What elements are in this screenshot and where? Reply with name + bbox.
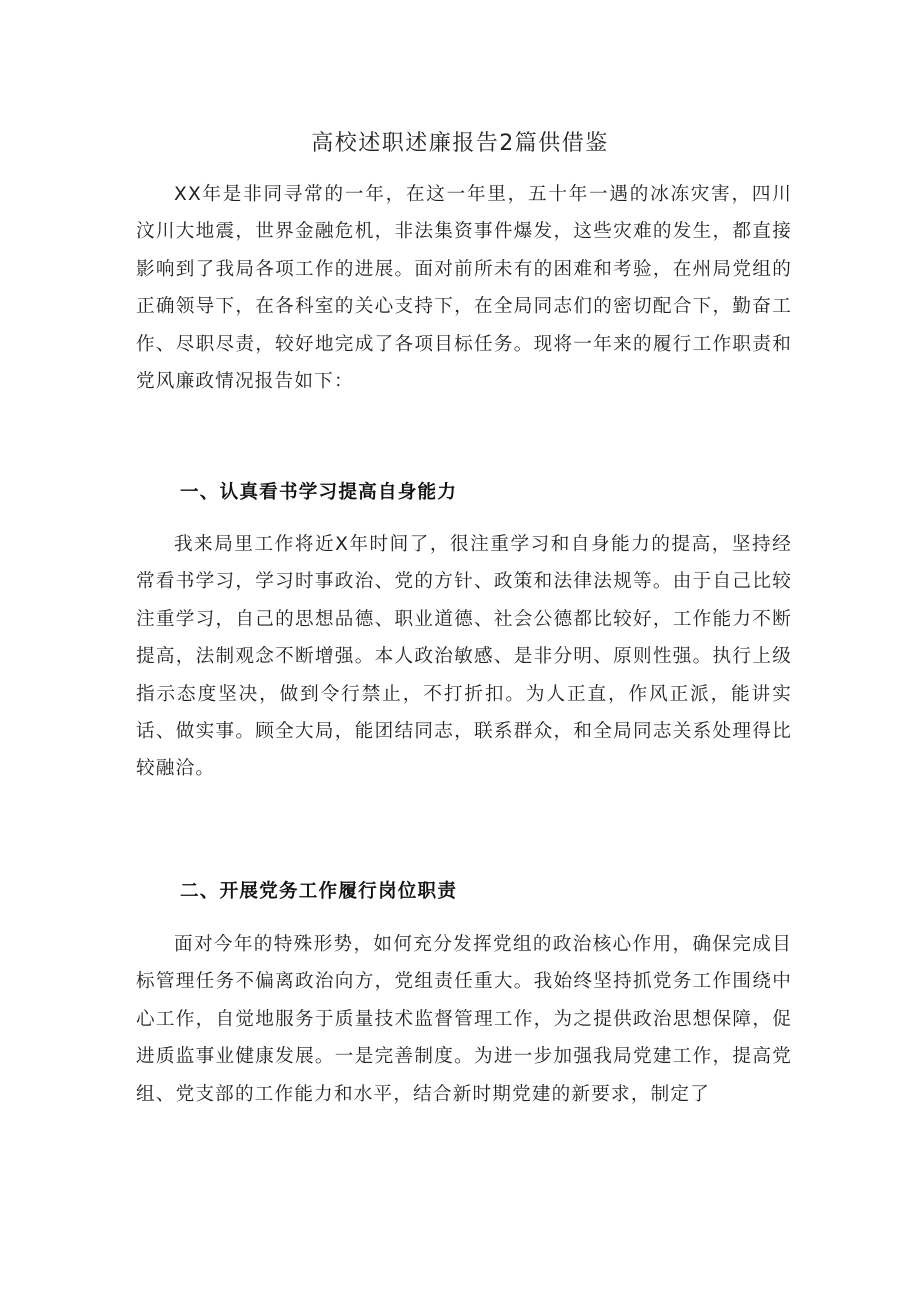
section-heading-1: 一、认真看书学习提高自身能力 (180, 482, 458, 503)
section-heading-2: 二、开展党务工作履行岗位职责 (180, 881, 458, 902)
section-body-2: 面对今年的特殊形势，如何充分发挥党组的政治核心作用，确保完成目标管理任务不偏离政治向方，党组责任重大。我始终坚持抓党务工作围绕中心工作，自觉地服务于质量技术监督管理工作，为之提供政治思想保障，促进质监事业健康发展。一是完善制度。为进一步加强我局党建工作，提高党组、党支部的工作能力和水平，结合新时期党建的新要求，制定了 (136, 934, 792, 1105)
section-body-1: 我来局里工作将近X年时间了，很注重学习和自身能力的提高，坚持经常看书学习，学习时事政治、党的方针、政策和法律法规等。由于自己比较注重学习，自己的思想品德、职业道德、社会公德都比较好，工作能力不断提高，法制观念不断增强。本人政治敏感、是非分明、原则性强。执行上级指示态度坚决，做到令行禁止，不打折扣。为人正直，作风正派，能讲实话、做实事。顾全大局，能团结同志，联系群众，和全局同志关系处理得比较融洽。 (136, 534, 792, 780)
document-title: 高校述职述廉报告2篇供借鉴 (311, 131, 609, 156)
intro-paragraph: XX年是非同寻常的一年，在这一年里，五十年一遇的冰冻灾害，四川汶川大地震，世界金融危机，非法集资事件爆发，这些灾难的发生，都直接影响到了我局各项工作的进展。面对前所未有的困难和考验，在州局党组的正确领导下，在各科室的关心支持下，在全局同志们的密切配合下，勤奋工作、尽职尽责，较好地完成了各项目标任务。现将一年来的履行工作职责和党风廉政情况报告如下： (136, 184, 792, 393)
